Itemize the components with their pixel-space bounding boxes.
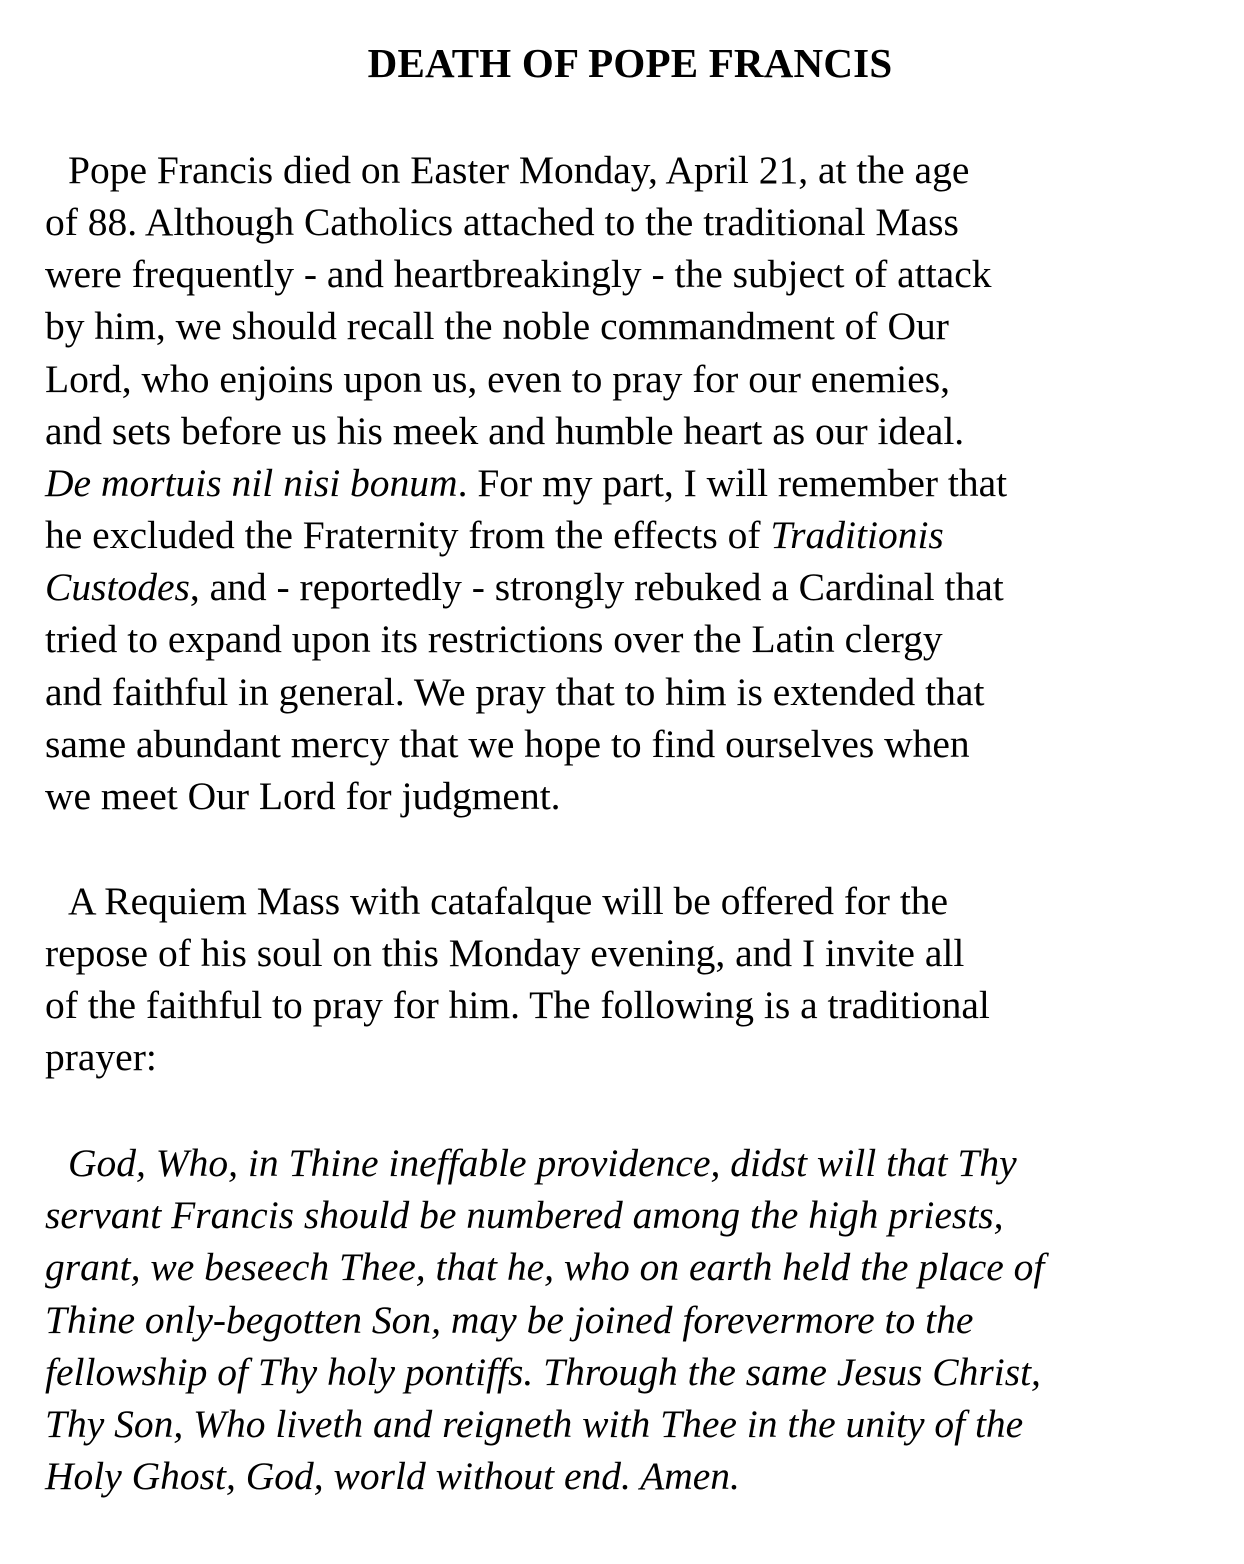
text-line [45,561,1004,613]
prayer-line: fellowship of Thy holy pontiffs. Through the same Jesus Christ, [45,1350,1041,1394]
text-line: were frequently - and heartbreakingly - the subject of attack [45,252,992,296]
text-line: of 88. Although Catholics attached to the traditional Mass [45,200,959,244]
prayer-line: God, Who, in Thine ineffable providence, didst will that Thy [68,1141,1017,1185]
text-line: same abundant mercy that we hope to find ourselves when [45,722,970,766]
text-line [45,509,944,561]
text-span: , and - reportedly - strongly rebuked a Cardinal that [189,565,1004,609]
prayer-line: servant Francis should be numbered among the high priests, [45,1193,1004,1237]
text-line: Lord, who enjoins upon us, even to pray for our enemies, [45,357,951,401]
prayer-line: Thine only-begotten Son, may be joined forevermore to the [45,1298,974,1342]
text-line: A Requiem Mass with catafalque will be offered for the [68,879,949,923]
text-line: by him, we should recall the noble commandment of Our [45,304,949,348]
text-line: prayer: [45,1035,157,1079]
page-title: DEATH OF POPE FRANCIS [367,40,893,86]
prayer-line: Holy Ghost, God, world without end. Amen. [45,1454,740,1498]
document-title-part: Custodes [45,565,190,609]
text-line: and sets before us his meek and humble heart as our ideal. [45,409,965,453]
text-line: and faithful in general. We pray that to him is extended that [45,670,985,714]
text-line: Pope Francis died on Easter Monday, April 21, at the age [68,148,970,192]
text-span: he excluded the Fraternity from the effects of [45,513,771,557]
text-line: tried to expand upon its restrictions over the Latin clergy [45,617,943,661]
prayer-line: Thy Son, Who liveth and reigneth with Thee in the unity of the [45,1402,1024,1446]
latin-phrase: De mortuis nil nisi bonum [45,461,458,505]
text-line: we meet Our Lord for judgment. [45,774,561,818]
text-line [45,457,1007,509]
document-title-part: Traditionis [770,513,944,557]
prayer-line: grant, we beseech Thee, that he, who on earth held the place of [45,1245,1045,1289]
text-line: repose of his soul on this Monday evening, and I invite all [45,931,965,975]
text-span: . For my part, I will remember that [457,461,1008,505]
text-line: of the faithful to pray for him. The following is a traditional [45,983,990,1027]
